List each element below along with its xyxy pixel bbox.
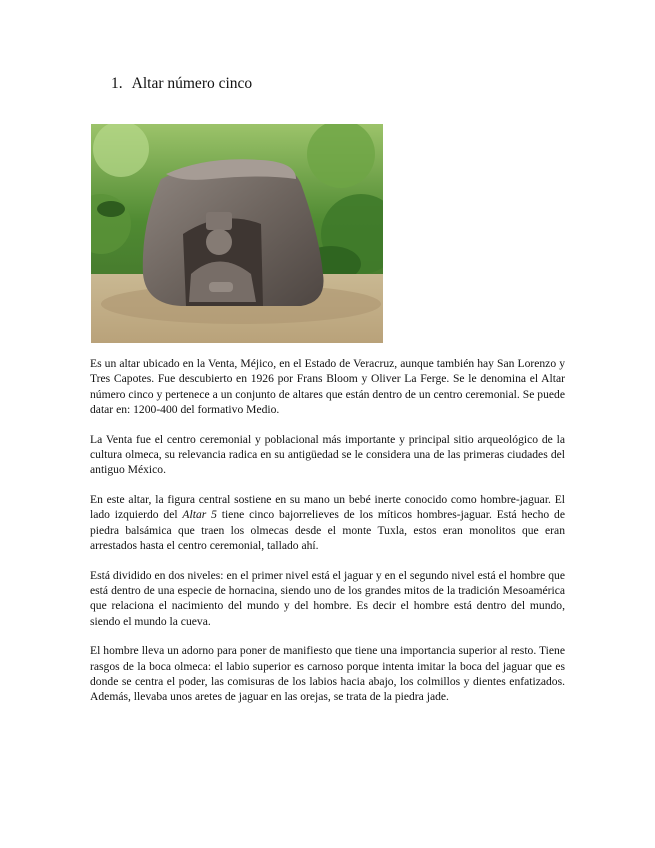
- heading-title: Altar número cinco: [131, 75, 253, 92]
- paragraph: La Venta fue el centro ceremonial y poblacional más importante y principal sitio arqueológico de la cultura olmeca, su relevancia radica en su antigüedad se le considera una de las primeras ciudades del antiguo México.: [90, 432, 565, 477]
- heading-number: 1.: [111, 75, 123, 92]
- paragraph: El hombre lleva un adorno para poner de manifiesto que tiene una importancia superior al resto. Tiene rasgos de la boca olmeca: el labio superior es carnoso porque intenta imitar la boca del jaguar que es donde se centra el poder, las comisuras de los labios hacia abajo, los colmillos y dientes enfatizados. Además, llevaba unos aretes de jaguar en las orejas, se trata de la piedra jade.: [90, 644, 565, 704]
- paragraph-text: tiene cinco bajorrelieves de los míticos hombres-jaguar. Está hecho de piedra balsámica que traen los olmecas desde el monte Tuxla, estos eran monolitos que eran arrestados hasta el centro ceremonial, tallado ahí.: [90, 508, 565, 552]
- paragraph: Es un altar ubicado en la Venta, Méjico, en el Estado de Veracruz, aunque también hay San Lorenzo y Tres Capotes. Fue descubierto en 1926 por Frans Bloom y Oliver La Ferge. Se le denomina el Altar número cinco y pertenece a un conjunto de altares que están dentro de un centro ceremonial. Se puede datar en: 1200-400 del formativo Medio.: [90, 357, 565, 416]
- altar-photo: [91, 124, 383, 343]
- paragraph-text: En este altar, la figura central sostiene en su mano un bebé inerte conocido como hombre-jaguar. El lado izquierdo del: [90, 493, 565, 522]
- section-heading: [111, 75, 252, 93]
- body-text: [90, 356, 565, 719]
- paragraph: [90, 492, 565, 553]
- paragraph: Está dividido en dos niveles: en el primer nivel está el jaguar y en el segundo nivel está el hombre que está dentro de una especie de hornacina, siendo uno de los grandes mitos de la tradición Mesoamérica que relaciona el nacimiento del mundo y del hombre. Es decir el hombre está dentro del mundo, siendo el mundo la cueva.: [90, 568, 565, 628]
- italic-term: Altar 5: [182, 508, 217, 522]
